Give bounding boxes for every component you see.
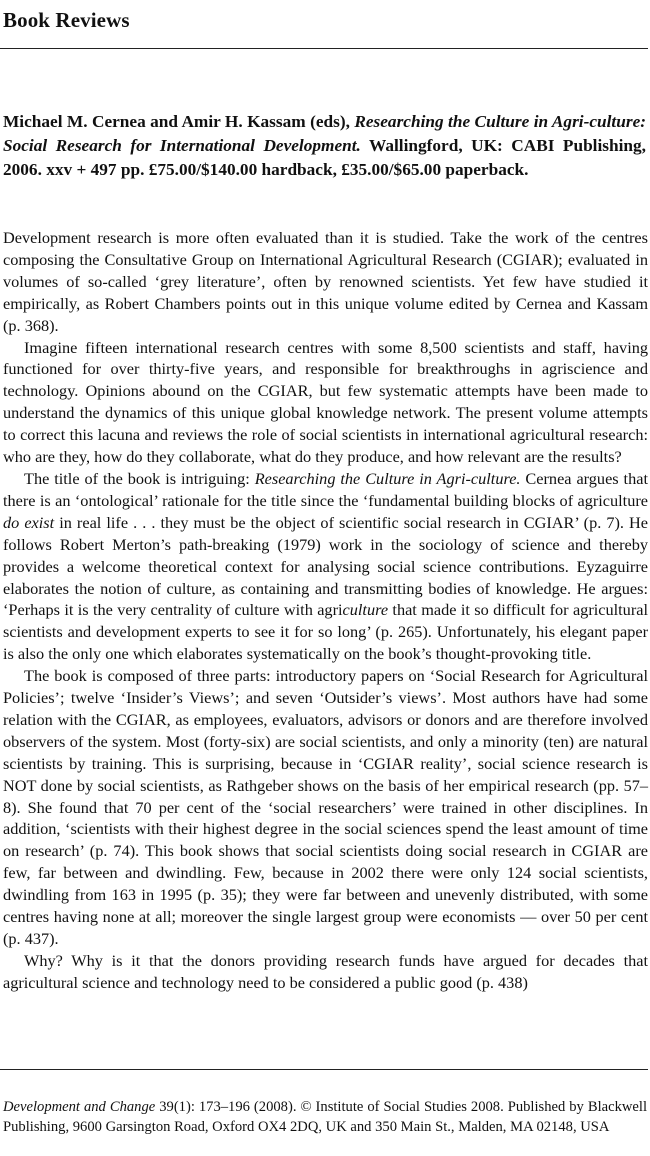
journal-footer (3, 1098, 647, 1137)
section-title: Book Reviews (3, 8, 130, 32)
p3-italic-do-exist: do exist (3, 512, 55, 532)
book-citation (3, 110, 646, 182)
footer-details: 39(1): 173–196 (2008). © Institute of Social Studies 2008. Published by Blackwell Publishing, 9600 Garsington Road, Oxford OX4 2DQ, UK and 350 Main St., Malden, MA 02148, USA (3, 1099, 647, 1135)
footer-journal-name: Development and Change (3, 1099, 156, 1115)
header-rule (0, 48, 648, 49)
p3-text-d: that made it so difficult for agricultural scientists and development experts to see it for so long’ (p. 265). Unfortunately, his elegant paper is also the only one which elaborates systematically on the book’s thought-provoking title. (3, 600, 648, 664)
p3-text-a: The title of the book is intriguing: (24, 468, 255, 488)
review-paragraph-5: Why? Why is it that the donors providing research funds have argued for decades that agricultural science and technology need to be considered a public good (p. 438) (3, 950, 648, 992)
review-paragraph-4: The book is composed of three parts: introductory papers on ‘Social Research for Agricultural Policies’; twelve ‘Insider’s Views’; and seven ‘Outsider’s views’. Most authors have had some relation with the CGIAR, as employees, evaluators, advisors or donors and are therefore involved observers of the system. Most (forty-six) are social scientists, and only a minority (ten) are natural scientists by training. This is surprising, because in ‘CGIAR reality’, social science research is NOT done by social scientists, as Rathgeber shows on the basis of her empirical research (pp. 57–8). She found that 70 per cent of the ‘social researchers’ were trained in other disciplines. In addition, ‘scientists with their highest degree in the social sciences spend the least amount of time on research’ (p. 74). This book shows that social scientists doing social research in CGIAR are few, far between and dwindling. Few, because in 2002 there were only 124 social scientists, dwindling from 163 in 1995 (p. 35); they were far between and unevenly distributed, with some centres having none at all; moreover the single largest group were economists — over 50 per cent (p. 437). (3, 666, 648, 948)
p3-italic-culture: culture (342, 600, 389, 620)
p3-italic-title: Researching the Culture in Agri-culture. (254, 468, 521, 488)
review-body (3, 227, 648, 994)
citation-publication: Wallingford, UK: CABI Publishing, 2006. xxv + 497 pp. £75.00/$140.00 hardback, £35.00/$65.00 paperback. (3, 136, 646, 179)
citation-book-title: Researching the Culture in Agri-culture: Social Research for International Development. (3, 112, 646, 155)
p3-text-c: in real life . . . they must be the object of scientific social research in CGIAR’ (p. 7). He follows Robert Merton’s path-breaking (1979) work in the sociology of science and thereby provides a welcome theoretical context for analysing social science contributions. Eyzaguirre elaborates the notion of culture, as containing and transmitting bodies of knowledge. He argues: ‘Perhaps it is the very centrality of culture with agri (3, 512, 649, 620)
p3-text-b: Cernea argues that there is an ‘ontological’ rationale for the title since the ‘fundamental building blocks of agriculture (3, 468, 648, 510)
review-paragraph-3 (3, 468, 648, 665)
review-paragraph-2: Imagine fifteen international research centres with some 8,500 scientists and staff, having functioned for over thirty-five years, and responsible for breakthroughs in agriscience and technology. Opinions abound on the CGIAR, but few systematic attempts have been made to understand the dynamics of this unique global knowledge network. The present volume attempts to correct this lacuna and reviews the role of social scientists in international agricultural research: who are they, how do they collaborate, what do they produce, and how relevant are the results? (3, 337, 648, 467)
citation-authors: Michael M. Cernea and Amir H. Kassam (eds), (3, 112, 350, 131)
review-paragraph-1: Development research is more often evaluated than it is studied. Take the work of the centres composing the Consultative Group on International Agricultural Research (CGIAR); evaluated in volumes of so-called ‘grey literature’, often by renowned scientists. Yet few have studied it empirically, as Robert Chambers points out in this unique volume edited by Cernea and Kassam (p. 368). (3, 228, 648, 335)
footer-rule (0, 1069, 648, 1070)
